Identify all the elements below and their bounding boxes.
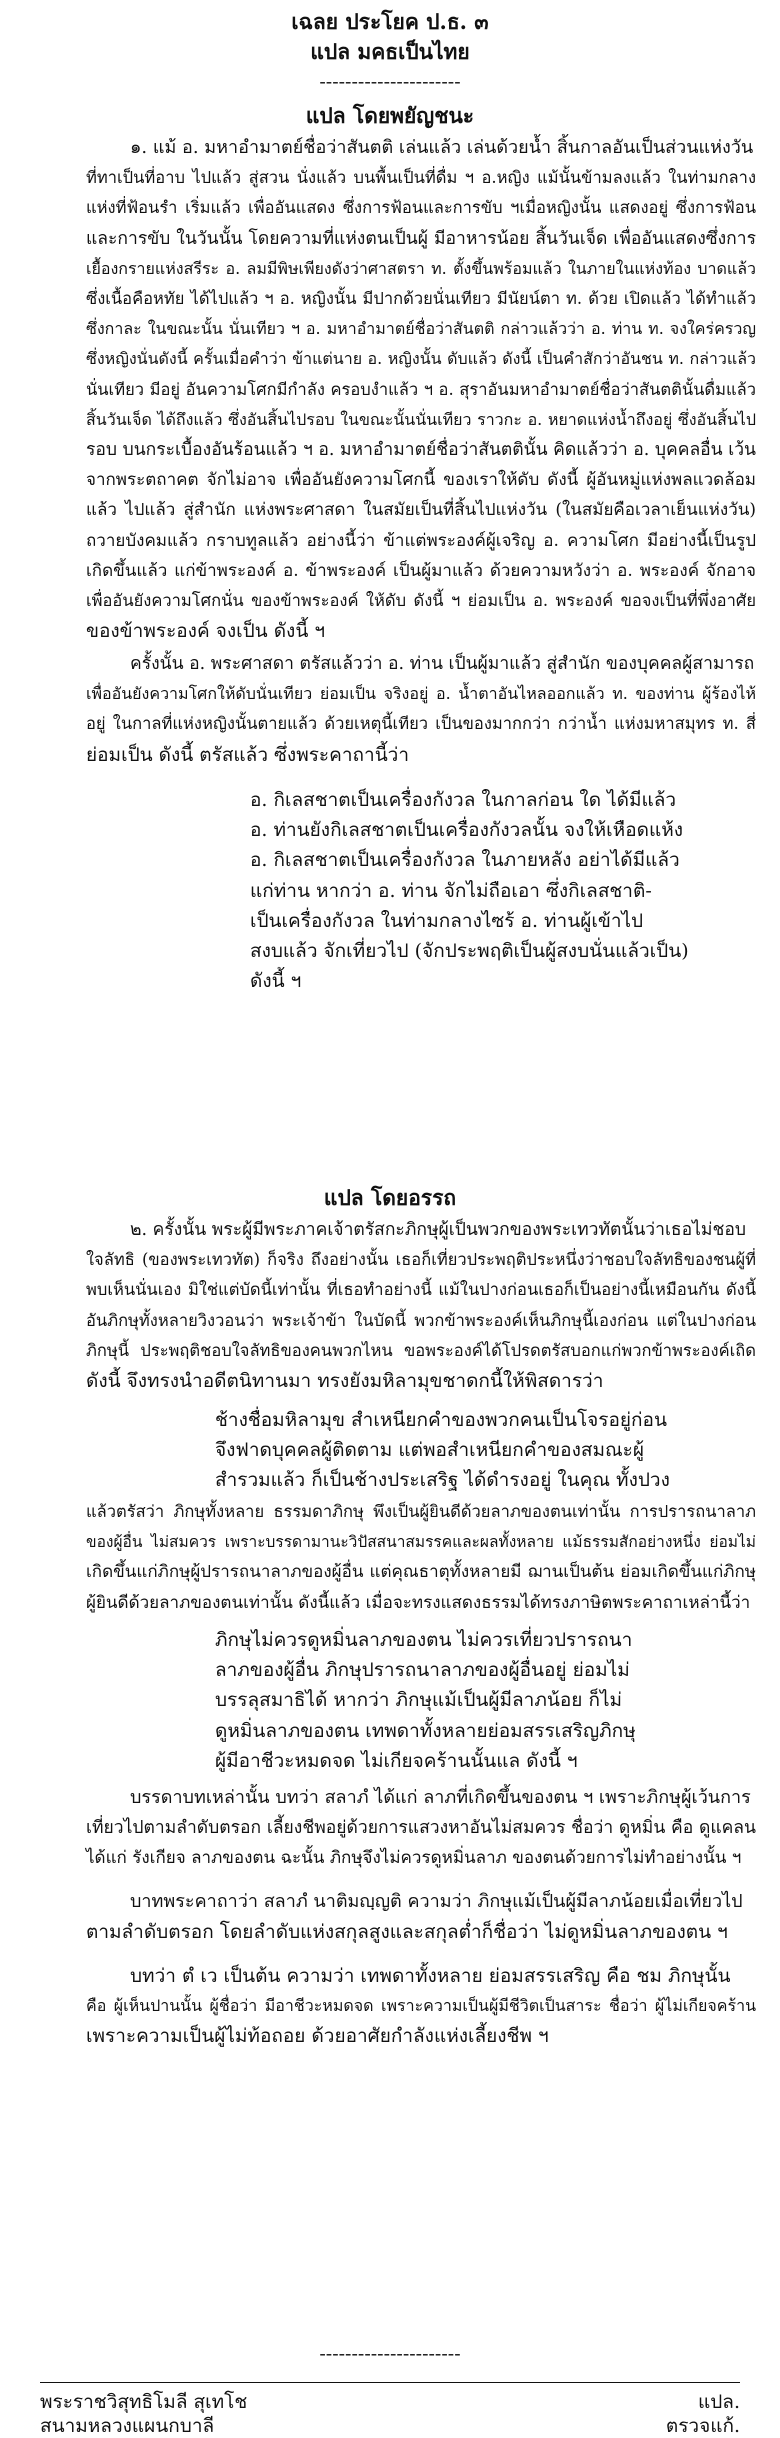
meaning-paragraph-1-line: ใจลัทธิ (ของพระเทวทัต) ก็จริง ถึงอย่างนั้น เธอก็เที่ยวประพฤติประหนึ่งว่าชอบใจลัทธิของชนผู้ที่ — [86, 1250, 756, 1270]
meaning-paragraph-4-line: ตามลำดับตรอก โดยลำดับแห่งสกุลสูงและสกุลต่ำก็ชื่อว่า ไม่ดูหมิ่นลาภของตน ฯ — [86, 1921, 728, 1944]
literal-paragraph-2-line: ครั้งนั้น อ. พระศาสดา ตรัสแล้วว่า อ. ท่าน เป็นผู้มาแล้ว สู่สำนัก ของบุคคลผู้สามารถ — [130, 654, 755, 674]
meaning-paragraph-3-line: ได้แก่ รังเกียจ ลาภของตน ฉะนั้น ภิกษุจึงไม่ควรดูหมิ่นลาภ ของตนด้วยการไม่ทำอย่างนั้น ฯ — [86, 1848, 742, 1869]
literal-paragraph-1-line: ที่ทาเป็นที่อาบ ไปแล้ว สู่สวน นั่งแล้ว บนพื้นเป็นที่ดื่ม ฯ อ.หญิง แม้นั้นข้ามลงแล้ว ในท่ามกลาง — [86, 168, 756, 188]
meaning-paragraph-5-line: บทว่า ตํ เว เป็นต้น ความว่า เทพดาทั้งหลาย ย่อมสรรเสริญ คือ ชม ภิกษุนั้น — [130, 1965, 731, 1987]
meaning-verse-2-line: บรรลุสมาธิได้ หากว่า ภิกษุแม้เป็นผู้มีลาภน้อย ก็ไม่ — [215, 1689, 623, 1712]
literal-paragraph-1-line: เพื่ออันยังความโศกนั่น ของข้าพระองค์ ให้ดับ ดังนี้ ฯ ย่อมเป็น อ. พระองค์ ขอจงเป็นที่พึ่งอาศัย — [86, 591, 756, 610]
meaning-paragraph-1-line: ดังนี้ จึงทรงนำอดีตนิทานมา ทรงยังมหิลามุขชาดกนี้ให้พิสดารว่า — [86, 1370, 604, 1392]
footer-rule — [40, 2382, 740, 2383]
literal-paragraph-1-line: ซึ่งหญิงนั่นดังนี้ ครั้นเมื่อคำว่า ข้าแต่นาย อ. หญิงนั้น ดับแล้ว ดังนี้ เป็นคำสักว่าอันชน ท. กล่าวแล้ว — [86, 349, 757, 369]
meaning-verse-1-line: สำรวมแล้ว ก็เป็นช้างประเสริฐ ได้ดำรงอยู่ ในคุณ ทั้งปวง — [215, 1469, 670, 1492]
meaning-verse-2-line: ผู้มีอาชีวะหมดจด ไม่เกียจคร้านนั้นแล ดังนี้ ฯ — [215, 1749, 578, 1772]
meaning-paragraph-3-line: เที่ยวไปตามลำดับตรอก เลี้ยงชีพอยู่ด้วยการแสวงหาอันไม่สมควร ชื่อว่า ดูหมิ่น คือ ดูแคลน — [86, 1818, 756, 1839]
literal-paragraph-1-line: แล้ว ไปแล้ว สู่สำนัก แห่งพระศาสดา ในสมัยเป็นที่สิ้นไปแห่งวัน (ในสมัยคือเวลาเย็นแห่งวัน) — [86, 500, 756, 521]
meaning-verse-1-line: ช้างชื่อมหิลามุข สำเหนียกคำของพวกคนเป็นโจรอยู่ก่อน — [215, 1409, 667, 1431]
literal-paragraph-1-line: จากพระตถาคต จักไม่อาจ เพื่ออันยังความโศกนี้ ของเราให้ดับ ดังนี้ ผู้อันหมู่แห่งพลแวดล้อม — [86, 470, 756, 491]
literal-paragraph-1-line: แห่งที่ฟ้อนรำ เริ่มแล้ว เพื่ออันแสดง ซึ่งการฟ้อนและการขับ ฯเมื่อหญิงนั้น แสดงอยู่ ซึ่งการฟ้อน — [86, 198, 756, 218]
literal-verse-line: สงบแล้ว จักเที่ยวไป (จักประพฤติเป็นผู้สงบนั่นแล้วเป็น) — [250, 940, 689, 962]
meaning-paragraph-5-line: เพราะความเป็นผู้ไม่ท้อถอย ด้วยอาศัยกำลังแห่งเลี้ยงชีพ ฯ — [86, 2025, 549, 2048]
literal-verse-line: อ. ท่านยังกิเลสชาตเป็นเครื่องกังวลนั้น จงให้เหือดแห้ง — [250, 819, 684, 842]
section-heading-literal: แปล โดยพยัญชนะ — [305, 103, 475, 128]
meaning-paragraph-1-line: ๒. ครั้งนั้น พระผู้มีพระภาคเจ้าตรัสกะภิกษุผู้เป็นพวกของพระเทวทัตนั้นว่าเธอไม่ชอบ — [130, 1220, 746, 1240]
footer-translator: พระราชวิสุทธิโมลี สุเทโช — [40, 2391, 248, 2413]
footer-reviewed-label: ตรวจแก้. — [665, 2415, 740, 2437]
end-separator: ---------------------- — [319, 2343, 461, 2365]
literal-paragraph-2-line: ย่อมเป็น ดังนี้ ตรัสแล้ว ซึ่งพระคาถานี้ว่า — [86, 743, 410, 766]
meaning-paragraph-2-line: ผู้ยินดีด้วยลาภของตนเท่านั้น ดังนี้แล้ว เมื่อจะทรงแสดงธรรมได้ทรงภาษิตพระคาถาเหล่านี้ว่า — [86, 1592, 751, 1613]
literal-verse-line: อ. กิเลสชาตเป็นเครื่องกังวล ในกาลก่อน ใด ได้มีแล้ว — [250, 789, 677, 811]
section-heading-meaning: แปล โดยอรรถ — [323, 1185, 457, 1210]
literal-paragraph-1-line: ของข้าพระองค์ จงเป็น ดังนี้ ฯ — [86, 620, 326, 643]
meaning-paragraph-3-line: บรรดาบทเหล่านั้น บทว่า สลาภํ ได้แก่ ลาภที่เกิดขึ้นของตน ฯ เพราะภิกษุผู้เว้นการ — [130, 1787, 751, 1808]
literal-paragraph-1-line: เกิดขึ้นแล้ว แก่ข้าพระองค์ อ. ข้าพระองค์ เป็นผู้มาแล้ว ด้วยความหวังว่า อ. พระองค์ จักอาจ — [86, 560, 756, 581]
literal-paragraph-2-line: เพื่ออันยังความโศกให้ดับนั่นเทียว ย่อมเป็น จริงอยู่ อ. น้ำตาอันไหลออกแล้ว ท. ของท่าน ผู้ร้องไห้ — [86, 684, 756, 704]
footer-translated-label: แปล. — [698, 2391, 740, 2413]
meaning-paragraph-5-line: คือ ผู้เห็นปานนั้น ผู้ชื่อว่า มีอาชีวะหมดจด เพราะความเป็นผู้มีชีวิตเป็นสาระ ชื่อว่า ผู้ไม่เกียจคร้าน — [86, 1996, 756, 2016]
literal-paragraph-1-line: ถวายบังคมแล้ว กราบทูลแล้ว อย่างนี้ว่า ข้าแต่พระองค์ผู้เจริญ อ. ความโศก มีอย่างนี้เป็นรูป — [86, 530, 756, 551]
literal-paragraph-1-line: สิ้นวันเจ็ด ได้ถึงแล้ว ซึ่งอันสิ้นไปรอบ ในขณะนั้นนั่นเทียว ราวกะ อ. หยาดแห่งน้ำถึงอยู่ ซึ่งอันสิ้นไป — [86, 409, 756, 429]
document-subtitle: แปล มคธเป็นไทย — [310, 39, 470, 64]
meaning-paragraph-2-line: แล้วตรัสว่า ภิกษุทั้งหลาย ธรรมดาภิกษุ พึงเป็นผู้ยินดีด้วยลาภของตนเท่านั้น การปรารถนาลาภ — [86, 1502, 756, 1521]
literal-paragraph-1-line: นั่นเทียว มีอยู่ อันความโศกมีกำลัง ครอบงำแล้ว ฯ อ. สุราอันมหาอำมาตย์ชื่อว่าสันตตินั้นดื่มแล้ว — [86, 379, 756, 399]
literal-verse-line: เป็นเครื่องกังวล ในท่ามกลางไซร้ อ. ท่านผู้เข้าไป — [250, 909, 644, 932]
literal-paragraph-1-line: ๑. แม้ อ. มหาอำมาตย์ชื่อว่าสันตติ เล่นแล้ว เล่นด้วยน้ำ สิ้นกาลอันเป็นส่วนแห่งวัน — [130, 137, 754, 158]
meaning-paragraph-1-line: อันภิกษุทั้งหลายวิงวอนว่า พระเจ้าข้า ในบัดนี้ พวกข้าพระองค์เห็นภิกษุนี้เองก่อน แต่ในปางก่อน — [86, 1310, 756, 1330]
meaning-paragraph-1-line: ภิกษุนี้ ประพฤติชอบใจลัทธิของคนพวกไหน ขอพระองค์ได้โปรดตรัสบอกแก่พวกข้าพระองค์เถิด — [86, 1340, 756, 1360]
meaning-verse-2-line: ภิกษุไม่ควรดูหมิ่นลาภของตน ไม่ควรเที่ยวปรารถนา — [215, 1629, 633, 1651]
meaning-paragraph-4-line: บาทพระคาถาว่า สลาภํ นาติมญฺญติ ความว่า ภิกษุแม้เป็นผู้มีลาภน้อยเมื่อเที่ยวไป — [130, 1891, 743, 1912]
literal-verse-line: ดังนี้ ฯ — [250, 970, 302, 993]
meaning-verse-1-line: จึงฟาดบุคคลผู้ติดตาม แต่พอสำเหนียกคำของสมณะผู้ — [215, 1439, 644, 1462]
literal-paragraph-1-line: และการขับ ในวันนั้น โดยความที่แห่งตนเป็นผู้ มีอาหารน้อย สิ้นวันเจ็ด เพื่ออันแสดงซึ่งการ — [86, 228, 756, 249]
meaning-paragraph-1-line: พบเห็นนั่นเอง มิใช่แต่บัดนี้เท่านั้น ที่เธอทำอย่างนี้ แม้ในปางก่อนเธอก็เป็นอย่างนี้เหมือนกัน ดังนี้ — [86, 1280, 756, 1300]
literal-paragraph-2-line: อยู่ ในกาลที่แห่งหญิงนั้นตายแล้ว ด้วยเหตุนี้เทียว เป็นของมากกว่า กว่าน้ำ แห่งมหาสมุทร ท. สี่ — [86, 714, 756, 734]
literal-verse-line: อ. กิเลสชาตเป็นเครื่องกังวล ในภายหลัง อย่าได้มีแล้ว — [250, 849, 680, 872]
meaning-verse-2-line: ดูหมิ่นลาภของตน เทพดาทั้งหลายย่อมสรรเสริญภิกษุ — [215, 1719, 636, 1742]
literal-verse-line: แก่ท่าน หากว่า อ. ท่าน จักไม่ถือเอา ซึ่งกิเลสชาติ- — [250, 879, 652, 902]
footer-organization: สนามหลวงแผนกบาลี — [40, 2415, 215, 2437]
meaning-verse-2-line: ลาภของผู้อื่น ภิกษุปรารถนาลาภของผู้อื่นอยู่ ย่อมไม่ — [215, 1659, 630, 1682]
meaning-paragraph-2-line: ของผู้อื่น ไม่สมควร เพราะบรรดามานะวิปัสสนาสมรรคและผลทั้งหลาย แม้ธรรมสักอย่างหนึ่ง ย่อมไม่ — [86, 1533, 756, 1552]
title-separator: ---------------------- — [319, 71, 461, 93]
meaning-paragraph-2-line: เกิดขึ้นแก่ภิกษุผู้ปรารถนาลาภของผู้อื่น แต่คุณธาตุทั้งหลายมี ฌานเป็นต้น ย่อมเกิดขึ้นแก่ภิกษุ — [86, 1562, 756, 1583]
literal-paragraph-1-line: เยื้องกรายแห่งสรีระ อ. ลมมีพิษเพียงดังว่าศาสตรา ท. ตั้งขึ้นพร้อมแล้ว ในภายในแห่งท้อง บาดแล้ว — [86, 258, 756, 278]
literal-paragraph-1-line: ซึ่งเนื้อคือหทัย ได้ไปแล้ว ฯ อ. หญิงนั้น มีปากด้วยนั่นเทียว มีนัยน์ตา ท. ด้วย เปิดแล้ว ได้ทำแล้ว — [86, 289, 756, 308]
literal-paragraph-1-line: ซึ่งกาละ ในขณะนั้น นั่นเทียว ฯ อ. มหาอำมาตย์ชื่อว่าสันตติ กล่าวแล้วว่า อ. ท่าน ท. จงใคร่ครวญ — [86, 319, 756, 339]
literal-paragraph-1-line: รอบ บนกระเบื้องอันร้อนแล้ว ฯ อ. มหาอำมาตย์ชื่อว่าสันตตินั้น คิดแล้วว่า อ. บุคคลอื่น เว้น — [86, 440, 756, 460]
document-title: เฉลย ประโยค ป.ธ. ๓ — [291, 9, 489, 34]
